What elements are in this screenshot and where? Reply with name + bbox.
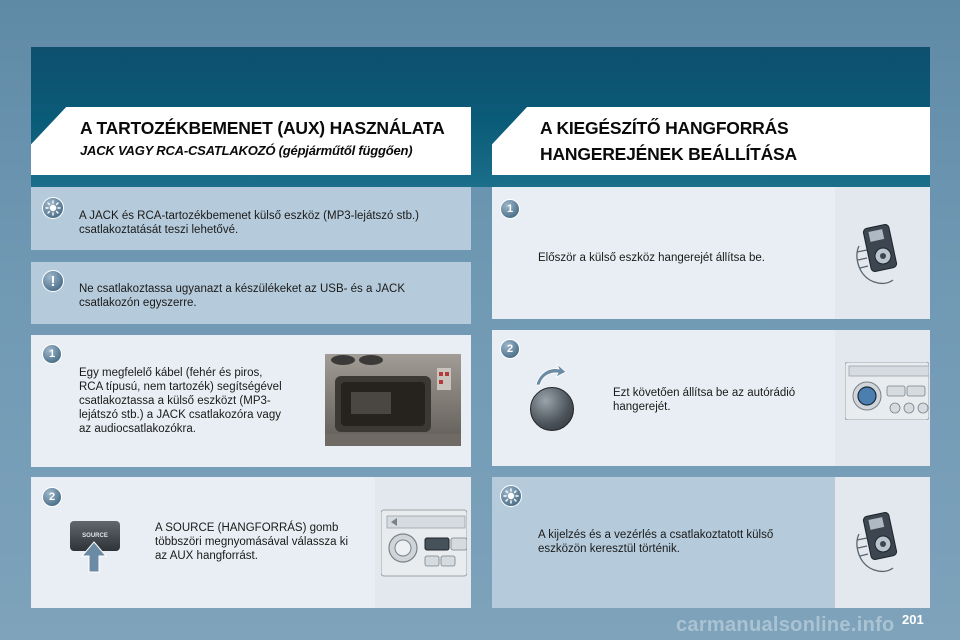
- warning-line2: csatlakozón egyszerre.: [79, 297, 197, 309]
- left-step2-line1: A SOURCE (HANGFORRÁS) gomb: [155, 522, 339, 534]
- left-step2-line2: többszöri megnyomásával válassza ki: [155, 536, 349, 548]
- watermark: carmanualsonline.info: [676, 614, 895, 636]
- right-tip-line2: eszközön keresztül történik.: [538, 543, 680, 555]
- left-step1-line1: Egy megfelelő kábel (fehér és piros,: [79, 367, 263, 379]
- up-arrow-icon: [79, 540, 109, 574]
- right-tip-line1: A kijelzés és a vezérlés a csatlakoztatott külső: [538, 529, 774, 541]
- radio-unit-image: [381, 508, 467, 578]
- left-tip-line2: csatlakoztatását teszi lehetővé.: [79, 224, 239, 236]
- left-step2-line3: az AUX hangforrást.: [155, 550, 258, 562]
- right-section-title-line1: A KIEGÉSZÍTŐ HANGFORRÁS: [540, 118, 789, 138]
- glovebox-photo: [325, 354, 461, 446]
- right-step2-line1: Ezt követően állítsa be az autórádió: [613, 387, 796, 399]
- warning-icon: !: [42, 270, 64, 292]
- right-section-title-line2: HANGEREJÉNEK BEÁLLÍTÁSA: [540, 144, 797, 164]
- volume-knob-icon: [530, 387, 574, 431]
- left-step1-line2: RCA típusú, nem tartozék) segítségével: [79, 381, 282, 393]
- left-tip-line1: A JACK és RCA-tartozékbemenet külső eszköz (MP3-lejátszó stb.): [79, 210, 420, 222]
- mp3-player-hand-image: [853, 508, 909, 578]
- step-1-badge: 1: [500, 199, 520, 219]
- sun-icon: [500, 485, 522, 507]
- left-step1-line4: lejátszó stb.) a JACK csatlakozóra vagy: [79, 409, 281, 421]
- left-section-subtitle: JACK VAGY RCA-CSATLAKOZÓ (gépjárműtől függően): [80, 143, 413, 158]
- left-step1-line5: az audiocsatlakozókra.: [79, 423, 196, 435]
- source-button: SOURCE: [70, 521, 120, 551]
- rotate-arrow-icon: [533, 363, 567, 387]
- right-step1-text: Először a külső eszköz hangerejét állítsa be.: [538, 252, 765, 264]
- left-section-title: A TARTOZÉKBEMENET (AUX) HASZNÁLATA: [80, 118, 445, 138]
- warning-line1: Ne csatlakoztassa ugyanazt a készülékeket az USB- és a JACK: [79, 283, 405, 295]
- step-2-badge: 2: [42, 487, 62, 507]
- step-2-badge: 2: [500, 339, 520, 359]
- sun-icon: [42, 197, 64, 219]
- page-number: 201: [902, 612, 924, 627]
- mp3-player-hand-image: [853, 220, 909, 290]
- radio-volume-knob-image: [845, 362, 929, 420]
- left-step1-line3: csatlakoztassa a külső eszközt (MP3-: [79, 395, 271, 407]
- right-step2-line2: hangerejét.: [613, 401, 671, 413]
- step-1-badge: 1: [42, 344, 62, 364]
